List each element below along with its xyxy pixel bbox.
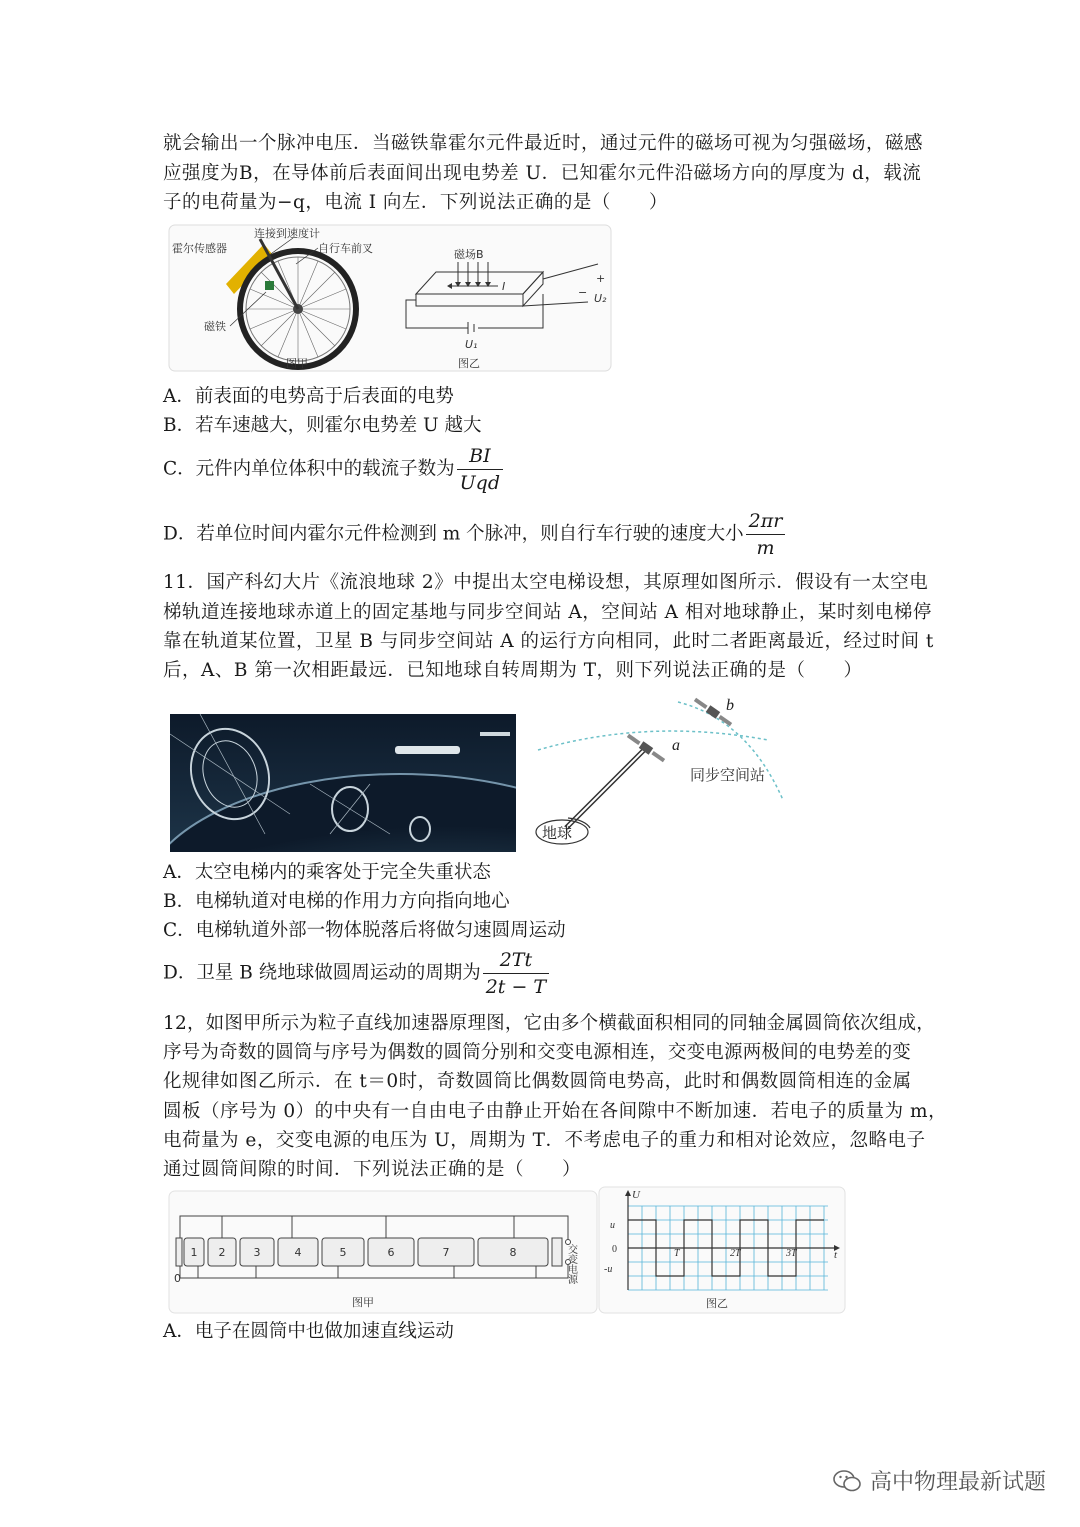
tick-t: T xyxy=(674,1248,680,1259)
tick-3t: 3T xyxy=(786,1248,797,1259)
q11-line-2: 梯轨道连接地球赤道上的固定基地与同步空间站 A，空间站 A 相对地球静止，某时刻电梯停 xyxy=(163,602,932,623)
q10-option-c-denominator: Uqd xyxy=(459,472,501,494)
q11-option-d xyxy=(163,947,549,1000)
q10-option-b: B．若车速越大，则霍尔电势差 U 越大 xyxy=(163,415,482,436)
tube-label-7: 7 xyxy=(442,1246,450,1259)
q10-line-3: 子的电荷量为−q，电流 I 向左．下列说法正确的是（ ） xyxy=(163,192,668,213)
q10-figure xyxy=(168,224,612,372)
q11-option-b: B．电梯轨道对电梯的作用力方向指向地心 xyxy=(163,891,510,912)
label-satellite-b: b xyxy=(726,697,734,714)
tube-label-4: 4 xyxy=(294,1246,302,1259)
tube-label-3: 3 xyxy=(253,1246,261,1259)
q11-line-1: 11．国产科幻大片《流浪地球 2》中提出太空电梯设想，其原理如图所示．假设有一太空电 xyxy=(163,572,929,593)
watermark-text: 高中物理最新试题 xyxy=(869,1470,1046,1495)
fig-b-caption: 图乙 xyxy=(458,357,480,370)
q10-option-c-text: C．元件内单位体积中的载流子数为 xyxy=(163,458,455,480)
tube-label-8: 8 xyxy=(509,1246,517,1259)
q11-option-d-text: D．卫星 B 绕地球做圆周运动的周期为 xyxy=(163,962,481,984)
fig-a-caption-12: 图甲 xyxy=(352,1296,374,1309)
wechat-icon xyxy=(832,1468,862,1494)
tube-label-1: 1 xyxy=(190,1246,198,1259)
q12-line-3: 化规律如图乙所示．在 t＝0时，奇数圆筒比偶数圆筒电势高，此时和偶数圆筒相连的金属 xyxy=(163,1071,912,1092)
q10-option-d-numerator: 2πr xyxy=(746,508,786,535)
q12-line-4: 圆板（序号为 0）的中央有一自由电子由静止开始在各间隙中不断加速．若电子的质量为 m， xyxy=(163,1101,948,1122)
label-u1: U₁ xyxy=(465,338,478,351)
q11-movie-still xyxy=(170,714,516,852)
q11-option-d-fraction xyxy=(483,947,549,1000)
q12-option-a: A．电子在圆筒中也做加速直线运动 xyxy=(163,1321,454,1342)
tube-label-2: 2 xyxy=(218,1246,226,1259)
q10-option-d xyxy=(163,508,785,561)
q11-option-d-numerator: 2Tt xyxy=(483,947,549,974)
q10-option-c-numerator: BI xyxy=(457,443,503,470)
fig-b-caption-12: 图乙 xyxy=(706,1297,728,1310)
q10-option-d-denominator: m xyxy=(756,537,775,559)
label-current-i: I xyxy=(502,280,506,293)
q10-option-a: A．前表面的电势高于后表面的电势 xyxy=(163,386,454,407)
q11-option-a: A．太空电梯内的乘客处于完全失重状态 xyxy=(163,862,491,883)
label-plate-zero: 0 xyxy=(174,1272,181,1285)
q11-option-c: C．电梯轨道外部一物体脱落后将做匀速圆周运动 xyxy=(163,920,566,941)
q11-line-4: 后，A、B 第一次相距最远．已知地球自转周期为 T，则下列说法正确的是（ ） xyxy=(163,660,863,681)
q11-elevator-diagram xyxy=(528,690,798,852)
label-to-speedometer: 连接到速度计 xyxy=(254,227,320,240)
q11-option-d-denominator: 2t − T xyxy=(485,976,547,998)
fig-a-caption: 图甲 xyxy=(286,357,308,370)
label-minus: − xyxy=(578,286,588,299)
q12-line-1: 12，如图甲所示为粒子直线加速器原理图，它由多个横截面积相同的同轴金属圆筒依次组成， xyxy=(163,1013,935,1034)
tick-zero: 0 xyxy=(612,1244,617,1255)
q10-option-d-fraction xyxy=(746,508,786,561)
label-field-b: 磁场B xyxy=(454,248,484,261)
q10-option-d-text: D．若单位时间内霍尔元件检测到 m 个脉冲，则自行车行驶的速度大小 xyxy=(163,523,744,545)
label-ac-source: 交变电源 xyxy=(565,1244,577,1284)
tick-neg-u: -u xyxy=(604,1264,613,1275)
q10-option-c-fraction xyxy=(457,443,503,496)
q12-accelerator-figure xyxy=(168,1190,598,1314)
label-magnet: 磁铁 xyxy=(204,320,226,333)
tick-u: u xyxy=(610,1220,615,1231)
label-station-a: a xyxy=(672,737,680,754)
q12-line-2: 序号为奇数的圆筒与序号为偶数的圆筒分别和交变电源相连，交变电源两极间的电势差的变 xyxy=(163,1042,912,1063)
tick-2t: 2T xyxy=(730,1248,741,1259)
label-u2: U₂ xyxy=(594,292,607,305)
label-front-fork: 自行车前叉 xyxy=(318,242,373,255)
label-plus: + xyxy=(596,272,606,285)
label-earth: 地球 xyxy=(542,824,573,842)
tube-label-6: 6 xyxy=(387,1246,395,1259)
q12-voltage-chart xyxy=(598,1186,846,1314)
axis-u-label: U xyxy=(632,1189,640,1201)
q12-line-5: 电荷量为 e，交变电源的电压为 U，周期为 T．不考虑电子的重力和相对论效应，忽略电子 xyxy=(163,1130,926,1151)
q10-line-1: 就会输出一个脉冲电压．当磁铁靠霍尔元件最近时，通过元件的磁场可视为匀强磁场，磁感 xyxy=(163,133,924,154)
label-hall-sensor: 霍尔传感器 xyxy=(172,242,227,255)
q10-option-c xyxy=(163,443,503,496)
q11-line-3: 靠在轨道某位置，卫星 B 与同步空间站 A 的运行方向相同，此时二者距离最近，经过时间 t xyxy=(163,631,934,652)
axis-t-label: t xyxy=(834,1249,838,1261)
q12-line-6: 通过圆筒间隙的时间．下列说法正确的是（ ） xyxy=(163,1159,582,1180)
q10-line-2: 应强度为B，在导体前后表面间出现电势差 U．已知霍尔元件沿磁场方向的厚度为 d，载流 xyxy=(163,163,922,184)
tube-label-5: 5 xyxy=(339,1246,347,1259)
watermark xyxy=(832,1465,1046,1496)
label-sync-station: 同步空间站 xyxy=(690,766,766,784)
